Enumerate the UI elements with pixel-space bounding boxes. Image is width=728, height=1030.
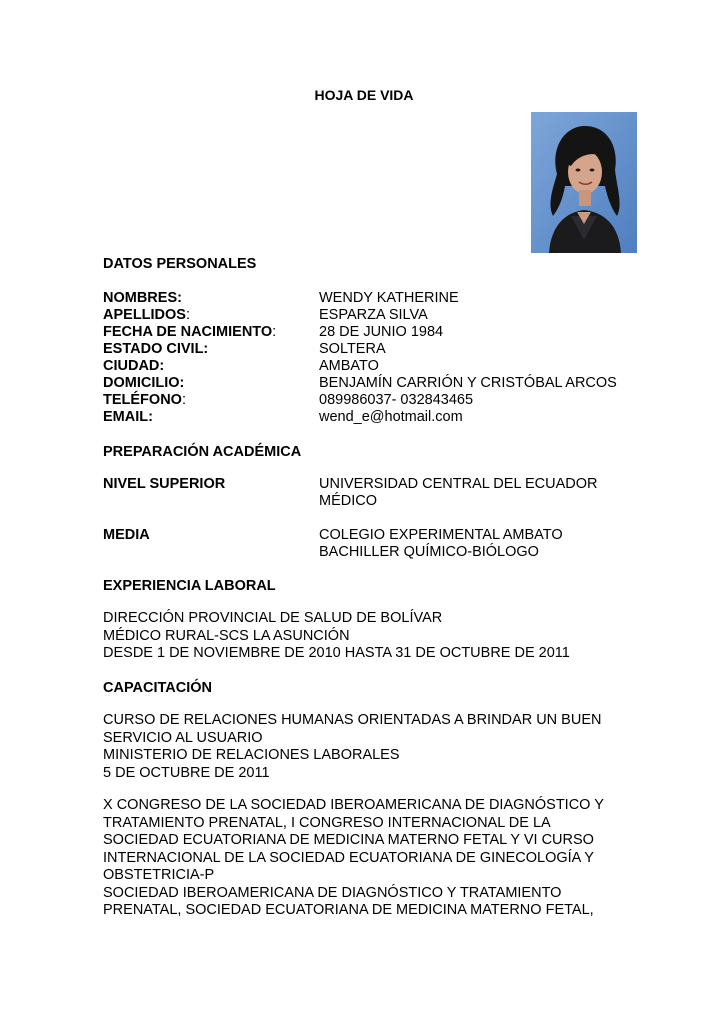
field-row-nivel-superior: [103, 476, 663, 494]
value-email[interactable]: wend_e@hotmail.com: [319, 409, 463, 425]
course-line: OBSTETRICIA-P: [103, 867, 215, 883]
value-estado-civil: SOLTERA: [319, 341, 386, 357]
experience-block: [103, 610, 623, 663]
field-row-telefono: [103, 392, 663, 410]
portrait-icon: [531, 112, 637, 253]
field-row-media: [103, 527, 663, 545]
course-line: CURSO DE RELACIONES HUMANAS ORIENTADAS A BRINDAR UN BUEN: [103, 712, 602, 728]
section-heading-personal: DATOS PERSONALES: [103, 256, 257, 272]
experience-line: DIRECCIÓN PROVINCIAL DE SALUD DE BOLÍVAR: [103, 610, 443, 626]
training-course-1: [103, 712, 623, 782]
course-line: SOCIEDAD ECUATORIANA DE MEDICINA MATERNO FETAL Y VI CURSO: [103, 832, 594, 848]
value-apellidos: ESPARZA SILVA: [319, 307, 428, 323]
course-line: 5 DE OCTUBRE DE 2011: [103, 764, 270, 781]
value-nivel-superior-line1: UNIVERSIDAD CENTRAL DEL ECUADOR: [319, 476, 598, 492]
experience-line: MÉDICO RURAL-SCS LA ASUNCIÓN: [103, 627, 350, 644]
field-row-ciudad: [103, 358, 663, 376]
label-estado-civil: ESTADO CIVIL:: [103, 341, 209, 357]
value-telefono: 089986037- 032843465: [319, 392, 474, 408]
label-email: EMAIL:: [103, 409, 153, 425]
course-line: MINISTERIO DE RELACIONES LABORALES: [103, 747, 400, 763]
field-row-apellidos: [103, 307, 663, 325]
label-telefono: TELÉFONO:: [103, 392, 186, 408]
label-nivel-superior: NIVEL SUPERIOR: [103, 476, 226, 492]
value-media-line1: COLEGIO EXPERIMENTAL AMBATO: [319, 527, 563, 543]
label-nombres: NOMBRES:: [103, 290, 182, 306]
portrait-photo: [531, 112, 637, 253]
value-media-line2: BACHILLER QUÍMICO-BIÓLOGO: [319, 544, 539, 560]
page-title: HOJA DE VIDA: [314, 87, 414, 103]
field-row-fecha-nacimiento: [103, 324, 663, 342]
course-line: SERVICIO AL USUARIO: [103, 729, 263, 746]
section-heading-experience: EXPERIENCIA LABORAL: [103, 578, 276, 594]
field-row-nombres: [103, 290, 663, 308]
course-line: TRATAMIENTO PRENATAL, I CONGRESO INTERNACIONAL DE LA: [103, 814, 551, 831]
field-row-domicilio: [103, 375, 663, 393]
course-line: INTERNACIONAL DE LA SOCIEDAD ECUATORIANA DE GINECOLOGÍA Y: [103, 849, 594, 866]
field-row-media-cont: [103, 544, 663, 562]
field-row-email: [103, 409, 663, 427]
label-ciudad: CIUDAD:: [103, 358, 165, 374]
value-fecha-nacimiento: 28 DE JUNIO 1984: [319, 324, 444, 340]
label-fecha-nacimiento: FECHA DE NACIMIENTO:: [103, 324, 277, 340]
course-line: PRENATAL, SOCIEDAD ECUATORIANA DE MEDICINA MATERNO FETAL,: [103, 902, 594, 918]
value-nivel-superior-line2: MÉDICO: [319, 493, 377, 509]
label-media: MEDIA: [103, 527, 150, 543]
experience-line: DESDE 1 DE NOVIEMBRE DE 2010 HASTA 31 DE OCTUBRE DE 2011: [103, 645, 570, 661]
value-nombres: WENDY KATHERINE: [319, 290, 459, 306]
label-apellidos: APELLIDOS:: [103, 307, 191, 323]
value-domicilio: BENJAMÍN CARRIÓN Y CRISTÓBAL ARCOS: [319, 375, 617, 391]
course-line: X CONGRESO DE LA SOCIEDAD IBEROAMERICANA DE DIAGNÓSTICO Y: [103, 797, 604, 813]
label-domicilio: DOMICILIO:: [103, 375, 185, 391]
field-row-estado-civil: [103, 341, 663, 359]
section-heading-academic: PREPARACIÓN ACADÉMICA: [103, 444, 302, 460]
field-row-nivel-superior-cont: [103, 493, 663, 511]
value-ciudad: AMBATO: [319, 358, 379, 374]
training-course-2: [103, 797, 623, 920]
section-heading-training: CAPACITACIÓN: [103, 680, 213, 696]
course-line: SOCIEDAD IBEROAMERICANA DE DIAGNÓSTICO Y TRATAMIENTO: [103, 884, 562, 901]
